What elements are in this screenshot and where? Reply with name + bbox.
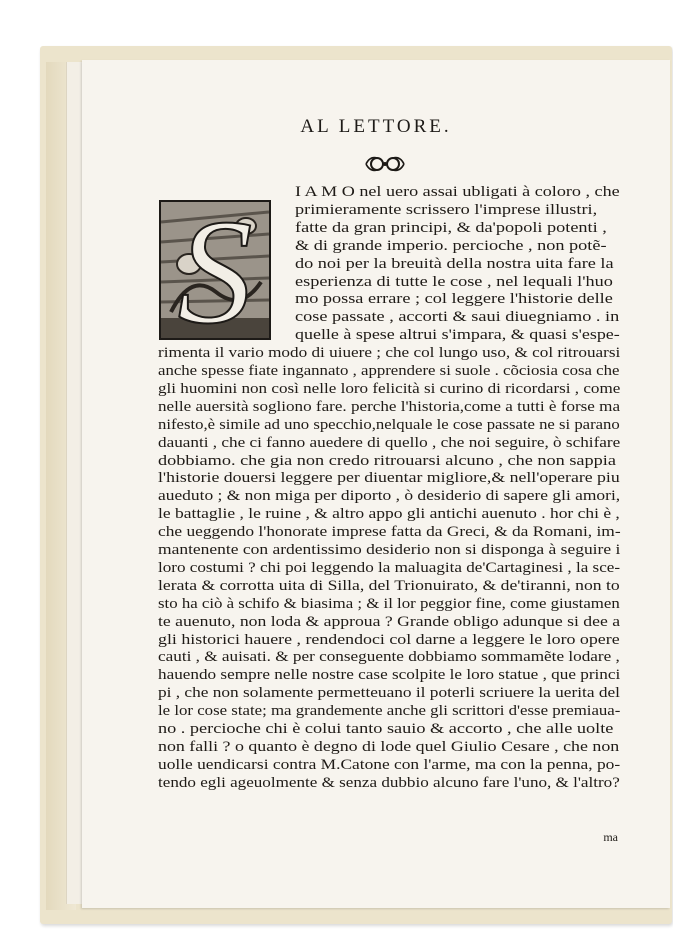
text-line: gli huomini non così nelle loro felicità si curino di ricordarsi , come [158, 380, 621, 397]
text-line: uolle uendicarsi contra M.Catone con l'arme, ma con la penna, po- [158, 756, 621, 773]
text-line: pi , che non solamente permetteuano il poterli scriuere la uerita del [158, 685, 620, 702]
text-line: cauti , & auisati. & per conseguente dobbiamo sommamẽte lodare , [158, 649, 620, 666]
text-line: aueduto ; & non miga per diporto , ò desiderio di sapere gli amori, [158, 488, 621, 505]
text-line: esperienza di tutte le cose , nel lequali l'huo [295, 273, 613, 290]
text-line: mo possa errare ; col leggere l'historie delle [295, 291, 613, 308]
catchword: ma [603, 830, 618, 844]
text-line: che ueggendo l'honorate imprese fatta da Greci, & da Romani, im- [158, 524, 621, 541]
text-line: cose passate , accorti & saui diuegniamo . in [295, 309, 620, 326]
text-line: primieramente scrissero l'imprese illustri, [295, 201, 598, 218]
text-line: dobbiamo. che gia non credo ritrouarsi alcuno , che non sappia [158, 452, 616, 469]
text-line: dauanti , che ci fanno auedere di quello , che noi seguire, ò schifare [158, 434, 621, 451]
text-line: fatte da gran principi, & da'popoli potenti , [295, 219, 607, 236]
text-line: quelle à spese altrui s'impara, & quasi s'espe- [295, 327, 620, 344]
text-line: tendo egli ageuolmente & senza dubbio alcuno fare l'uno, & l'altro? [158, 774, 620, 791]
text-line: lerata & corrotta uita di Silla, del Trionuirato, & de'tiranni, non to [158, 577, 620, 594]
text-line: nifesto,è simile ad uno specchio,nelquale le cose passate ne si parano [158, 416, 620, 433]
text-line: te auenuto, non loda & approua ? Grande obligo adunque si dee a [158, 613, 621, 630]
text-line: sto ha ciò à schifo & biasima ; & il lor peggior fine, come giustamen [158, 595, 620, 612]
text-line: loro costumi ? chi poi leggendo la maluagita de'Cartaginesi , la sce- [158, 559, 621, 576]
text-line: nelle auersità sogliono fare. perche l'historia,come a tutti è forse ma [158, 398, 621, 415]
text-line: mantenente con ardentissimo desiderio non si disponga à seguire i [158, 542, 621, 558]
text-line: & di grande imperio. percioche , non potẽ- [295, 237, 607, 254]
text-line: do noi per la breuità della nostra uita fare la [295, 255, 614, 272]
text-line: hauendo sempre nelle nostre case scolpite le loro statue , que princi [158, 667, 621, 684]
body-text [82, 60, 670, 908]
text-line: anche spesse fiate ingannato , apprendere si suole . cõciosia cosa che [158, 363, 620, 379]
initial-letter: S [177, 200, 253, 340]
text-line: non falli ? o quanto è degno di lode quel Giulio Cesare , che non [158, 738, 620, 755]
text-line: no . percioche chi è colui tanto sauio & accorto , che alle uolte [158, 721, 614, 737]
text-line: I A M O nel uero assai ubligati à coloro , che [295, 184, 620, 200]
text-line: rimenta il vario modo di uiuere ; che col lungo uso, & col ritrouarsi [158, 345, 621, 362]
text-line: gli historici hauere , rendendoci col darne a leggere le loro opere [158, 631, 620, 648]
text-line: l'historie douersi leggere per diuentar migliore,& nell'operare piu [158, 470, 620, 487]
book-page [82, 60, 670, 908]
text-line: le lor cose state; ma grandemente anche gli scrittori d'esse premiaua- [158, 703, 621, 720]
text-line: le battaglie , le ruine , & altro appo gli antichi auenuto . hor chi è , [158, 506, 620, 523]
page-title: AL LETTORE. [300, 116, 452, 137]
